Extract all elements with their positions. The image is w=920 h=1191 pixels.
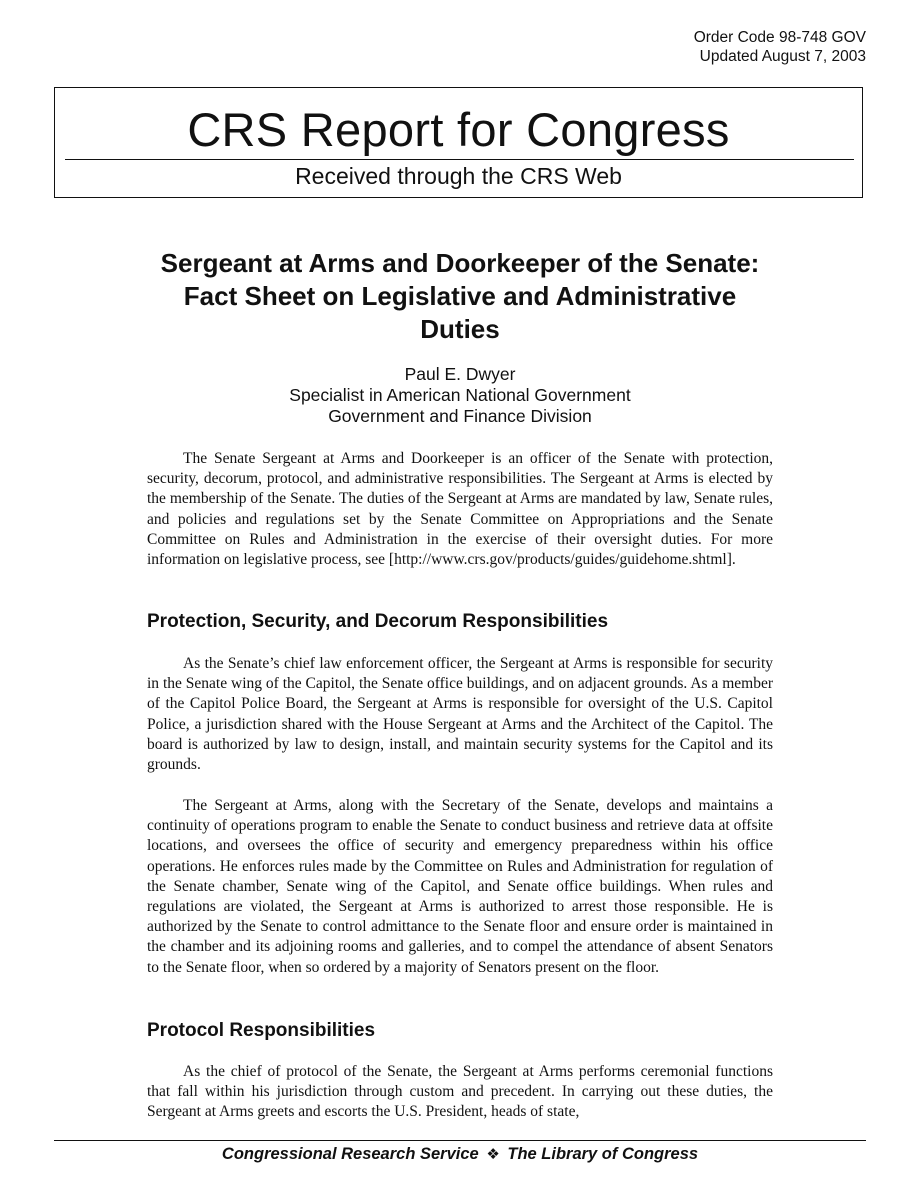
author-division: Government and Finance Division bbox=[328, 406, 592, 426]
protection-paragraph-1: As the Senate’s chief law enforcement officer, the Sergeant at Arms is responsible for security in the Senate wing of the Capitol, the Senate office buildings, and on adjacent grounds. As a member of the Capitol Police Board, the Sergeant at Arms is responsible for oversight of the U.S. Capitol Police, a jurisdiction shared with the House Sergeant at Arms and the Architect of the Capitol. The board is authorized by law to design, install, and maintain security systems for the Capitol and its grounds. bbox=[147, 655, 773, 774]
author-block bbox=[147, 364, 773, 427]
footer-crs: Congressional Research Service bbox=[221, 1145, 479, 1163]
footer-loc: The Library of Congress bbox=[507, 1145, 699, 1163]
banner-subtitle: Received through the CRS Web bbox=[295, 163, 622, 189]
author-name: Paul E. Dwyer bbox=[404, 364, 516, 384]
footer-divider bbox=[54, 1140, 866, 1141]
author-title: Specialist in American National Government bbox=[289, 385, 631, 405]
report-banner bbox=[54, 87, 863, 198]
diamond-icon: ❖ bbox=[486, 1146, 500, 1163]
order-info bbox=[694, 28, 866, 66]
section-heading-protocol: Protocol Responsibilities bbox=[147, 1020, 376, 1041]
updated-date: Updated August 7, 2003 bbox=[699, 48, 866, 65]
report-title: Sergeant at Arms and Doorkeeper of the Senate: Fact Sheet on Legislative and Administrative Duties bbox=[160, 248, 760, 344]
page-footer bbox=[0, 1144, 920, 1165]
order-code: Order Code 98-748 GOV bbox=[693, 29, 866, 46]
protection-paragraph-2: The Sergeant at Arms, along with the Secretary of the Senate, develops and maintains a continuity of operations program to enable the Senate to conduct business and retrieve data at offsite locations, and oversees the office of security and emergency preparedness within his office operations. He enforces rules made by the Committee on Rules and Administration for regulation of the Senate chamber, Senate wing of the Capitol, and Senate office buildings. When rules and regulations are violated, the Sergeant at Arms is authorized to arrest those responsible. He is authorized by the Senate to control admittance to the Senate floor and ensure order is maintained in the chamber and its adjoining rooms and galleries, and to compel the attendance of absent Senators to the Senate floor, when so ordered by a majority of Senators present on the floor. bbox=[147, 797, 773, 976]
intro-paragraph: The Senate Sergeant at Arms and Doorkeeper is an officer of the Senate with protection, security, decorum, protocol, and administrative responsibilities. The Sergeant at Arms is elected by the membership of the Senate. The duties of the Sergeant at Arms are mandated by law, Senate rules, and policies and regulations set by the Senate Committee on Appropriations and the Senate Committee on Rules and Administration in the exercise of their oversight duties. For more information on legislative process, see [http://www.crs.gov/products/guides/guidehome.shtml]. bbox=[147, 450, 773, 569]
section-heading-protection: Protection, Security, and Decorum Responsibilities bbox=[147, 611, 609, 632]
banner-divider bbox=[65, 159, 854, 160]
banner-title: CRS Report for Congress bbox=[187, 103, 730, 156]
protocol-paragraph-1: As the chief of protocol of the Senate, the Sergeant at Arms performs ceremonial functions that fall within his jurisdiction through custom and precedent. In carrying out these duties, the Sergeant at Arms greets and escorts the U.S. President, heads of state, bbox=[147, 1063, 773, 1121]
